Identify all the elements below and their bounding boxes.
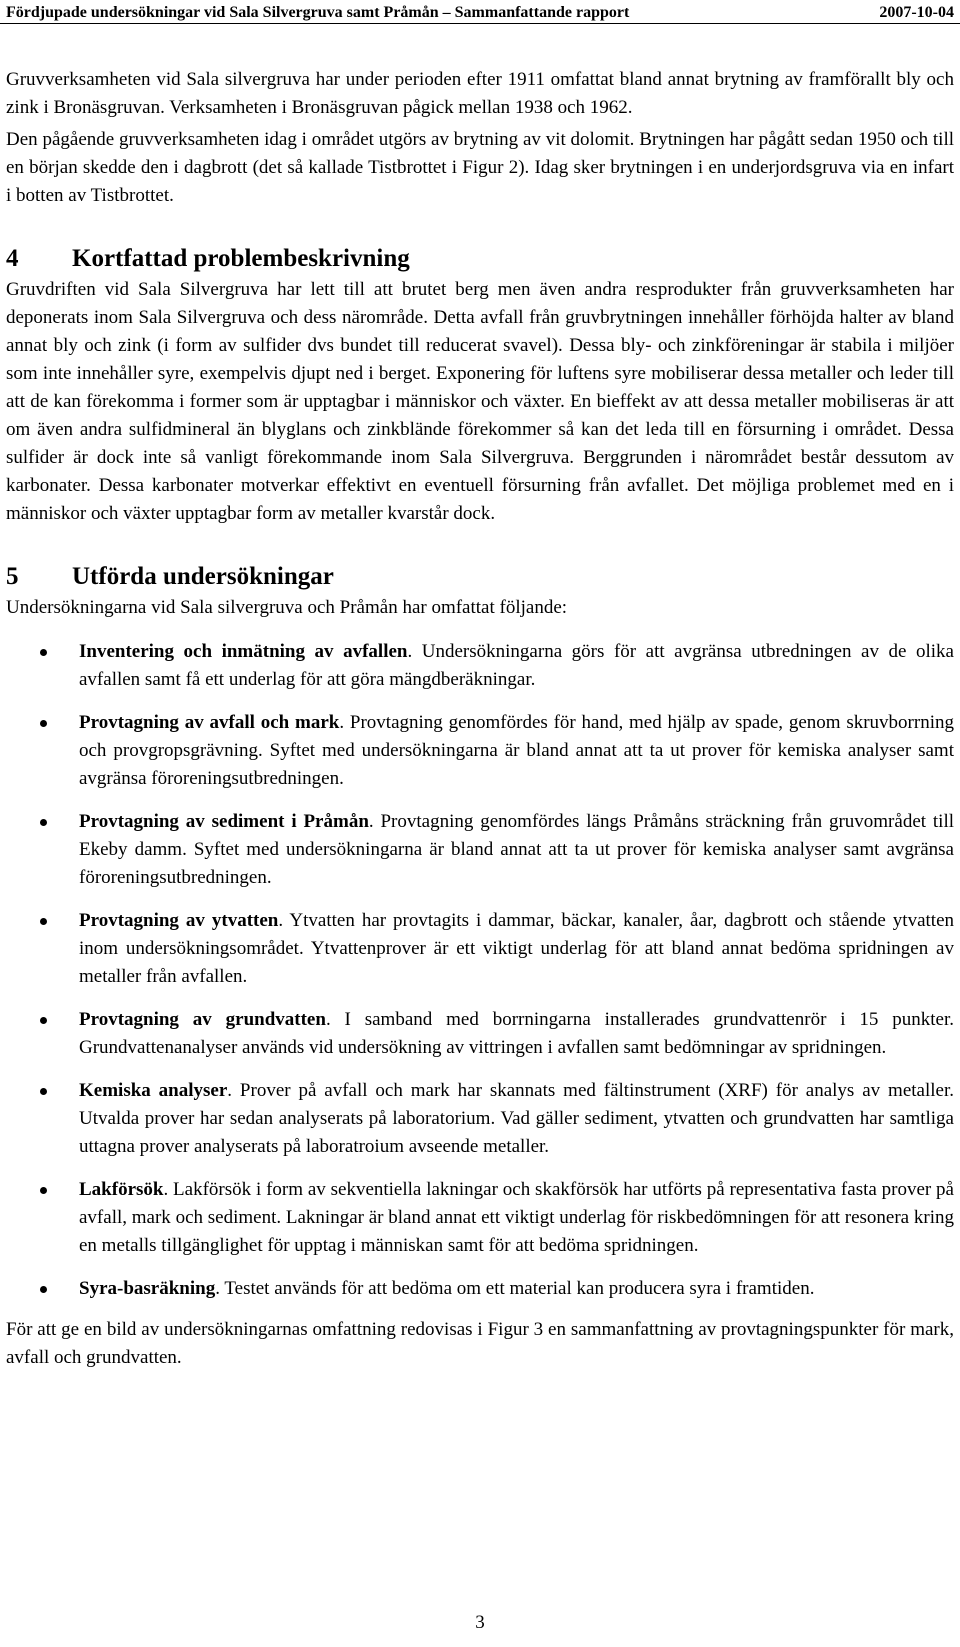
list-item-lead: Syra-basräkning <box>79 1278 216 1299</box>
list-item-text: . Lakförsök i form av sekventiella lakningar och skakförsök har utförts på representativa fasta prover på avfall, mark och sediment. Lakningar är bland annat ett viktigt underlag för riskbedömningen för att resonera kring en metalls tillgänglighet för upptag i människan samt för att bedöma spridningen. <box>79 1179 954 1256</box>
intro-paragraph-2: Den pågående gruvverksamheten idag i området utgörs av brytning av vit dolomit. Brytningen har pågått sedan 1950 och till en början skedde den i dagbrott (det så kallade Tistbrottet i Figur 2). Idag sker brytningen i en underjordsgruva via en infart i botten av Tistbrottet. <box>6 129 954 206</box>
list-item-text: . I samband med borrningarna installerades grundvattenrör i 15 punkter. Grundvattenanalyser används vid undersökning av vittringen i avfallen samt bedömningar av spridningen. <box>79 1009 954 1058</box>
section-5-title: Utförda undersökningar <box>72 563 334 590</box>
list-item-text: . Ytvatten har provtagits i dammar, bäckar, kanaler, åar, dagbrott och stående ytvatten inom undersökningsområdet. Ytvattenprover är ett viktigt underlag för att bland annat bedöma spridningen av metaller från avfallen. <box>79 910 955 987</box>
list-item <box>6 709 954 793</box>
list-item <box>6 1006 954 1062</box>
section-5-intro: Undersökningarna vid Sala silvergruva och Pråmån har omfattat följande: <box>6 597 568 618</box>
list-item-text: . Undersökningarna görs för att avgränsa utbredningen av de olika avfallen samt få ett underlag för att göra mängdberäkningar. <box>79 641 954 690</box>
bullet-icon <box>40 1286 47 1293</box>
section-5-heading <box>6 562 954 592</box>
bullet-icon <box>40 918 47 925</box>
section-4-heading <box>6 244 954 274</box>
header-title: Fördjupade undersökningar vid Sala Silvergruva samt Pråmån – Sammanfattande rapport <box>6 4 630 21</box>
list-item-lead: Provtagning av ytvatten <box>79 910 279 931</box>
list-item <box>6 1176 954 1260</box>
header-date: 2007-10-04 <box>879 4 954 21</box>
list-item-lead: Kemiska analyser <box>79 1080 228 1101</box>
list-item-lead: Provtagning av sediment i Pråmån <box>79 811 369 832</box>
bullet-icon <box>40 1088 47 1095</box>
header-rule <box>0 23 960 24</box>
list-item-text: . Prover på avfall och mark har skannats med fältinstrument (XRF) för analys av metaller. Utvalda prover har sedan analyserats på laboratorium. Vad gäller sediment, ytvatten och grundvatten har samtliga uttagna prover analyserats på laboratroium avseende metaller. <box>79 1080 954 1157</box>
section-4-paragraph: Gruvdriften vid Sala Silvergruva har lett till att brutet berg men även andra resprodukter från gruvverksamheten har deponerats inom Sala Silvergruva och dess närområde. Detta avfall från gruvbrytningen innehåller förhöjda halter av bland annat bly och zink (i form av sulfider dvs bundet till reducerat svavel). Dessa bly- och zinkföreningar är stabila i miljöer som inte innehåller syre, exempelvis djupt ned i berget. Exponering för luftens syre mobiliserar dessa metaller och leder till att de kan förekomma i former som är upptagbar i människor och växter. En bieffekt av att dessa metaller mobiliseras är att om även andra sulfidmineral än blyglans och zinkblände förekommer så kan det leda till en försurning i området. Dessa sulfider är dock inte så vanligt förekommande inom Sala Silvergruva. Berggrunden i närområdet består dessutom av karbonater. Dessa karbonater motverkar effektivt en eventuell försurning från avfallet. Det möjliga problemet med en i människor och växter upptagbar form av metaller kvarstår dock. <box>6 279 954 524</box>
page-number: 3 <box>475 1612 485 1633</box>
list-item-text: . Provtagning genomfördes längs Pråmåns sträckning från gruvområdet till Ekeby damm. Syftet med undersökningarna är bland annat att ta ut prover för kemiska analyser samt avgränsa föroreningsutbredningen. <box>79 811 954 888</box>
list-item <box>6 907 954 991</box>
list-item-lead: Lakförsök <box>79 1179 164 1200</box>
list-item-text: . Provtagning genomfördes för hand, med hjälp av spade, genom skruvborrning och provgropsgrävning. Syftet med undersökningarna är bland annat att ta ut prover för kemiska analyser samt avgränsa föroreningsutbredningen. <box>79 712 954 789</box>
bullet-icon <box>40 1017 47 1024</box>
list-item <box>6 1077 954 1161</box>
list-item <box>6 1275 954 1303</box>
bullet-icon <box>40 720 47 727</box>
page-content <box>6 66 954 1372</box>
section-4-title: Kortfattad problembeskrivning <box>72 245 410 272</box>
section-4-number: 4 <box>6 245 19 272</box>
bullet-icon <box>40 1187 47 1194</box>
closing-paragraph: För att ge en bild av undersökningarnas omfattning redovisas i Figur 3 en sammanfattning av provtagningspunkter för mark, avfall och grundvatten. <box>6 1319 954 1368</box>
list-item <box>6 638 954 694</box>
section-5-number: 5 <box>6 563 19 590</box>
list-item <box>6 808 954 892</box>
intro-paragraph-1: Gruvverksamheten vid Sala silvergruva har under perioden efter 1911 omfattat bland annat brytning av framförallt bly och zink i Bronäsgruvan. Verksamheten i Bronäsgruvan pågick mellan 1938 och 1962. <box>6 69 954 118</box>
bullet-icon <box>40 649 47 656</box>
list-item-lead: Provtagning av avfall och mark <box>79 712 340 733</box>
list-item-text: . Testet används för att bedöma om ett material kan producera syra i framtiden. <box>215 1278 815 1299</box>
bullet-icon <box>40 819 47 826</box>
list-item-lead: Inventering och inmätning av avfallen <box>79 641 408 662</box>
list-item-lead: Provtagning av grundvatten <box>79 1009 326 1030</box>
investigation-list <box>6 638 954 1303</box>
